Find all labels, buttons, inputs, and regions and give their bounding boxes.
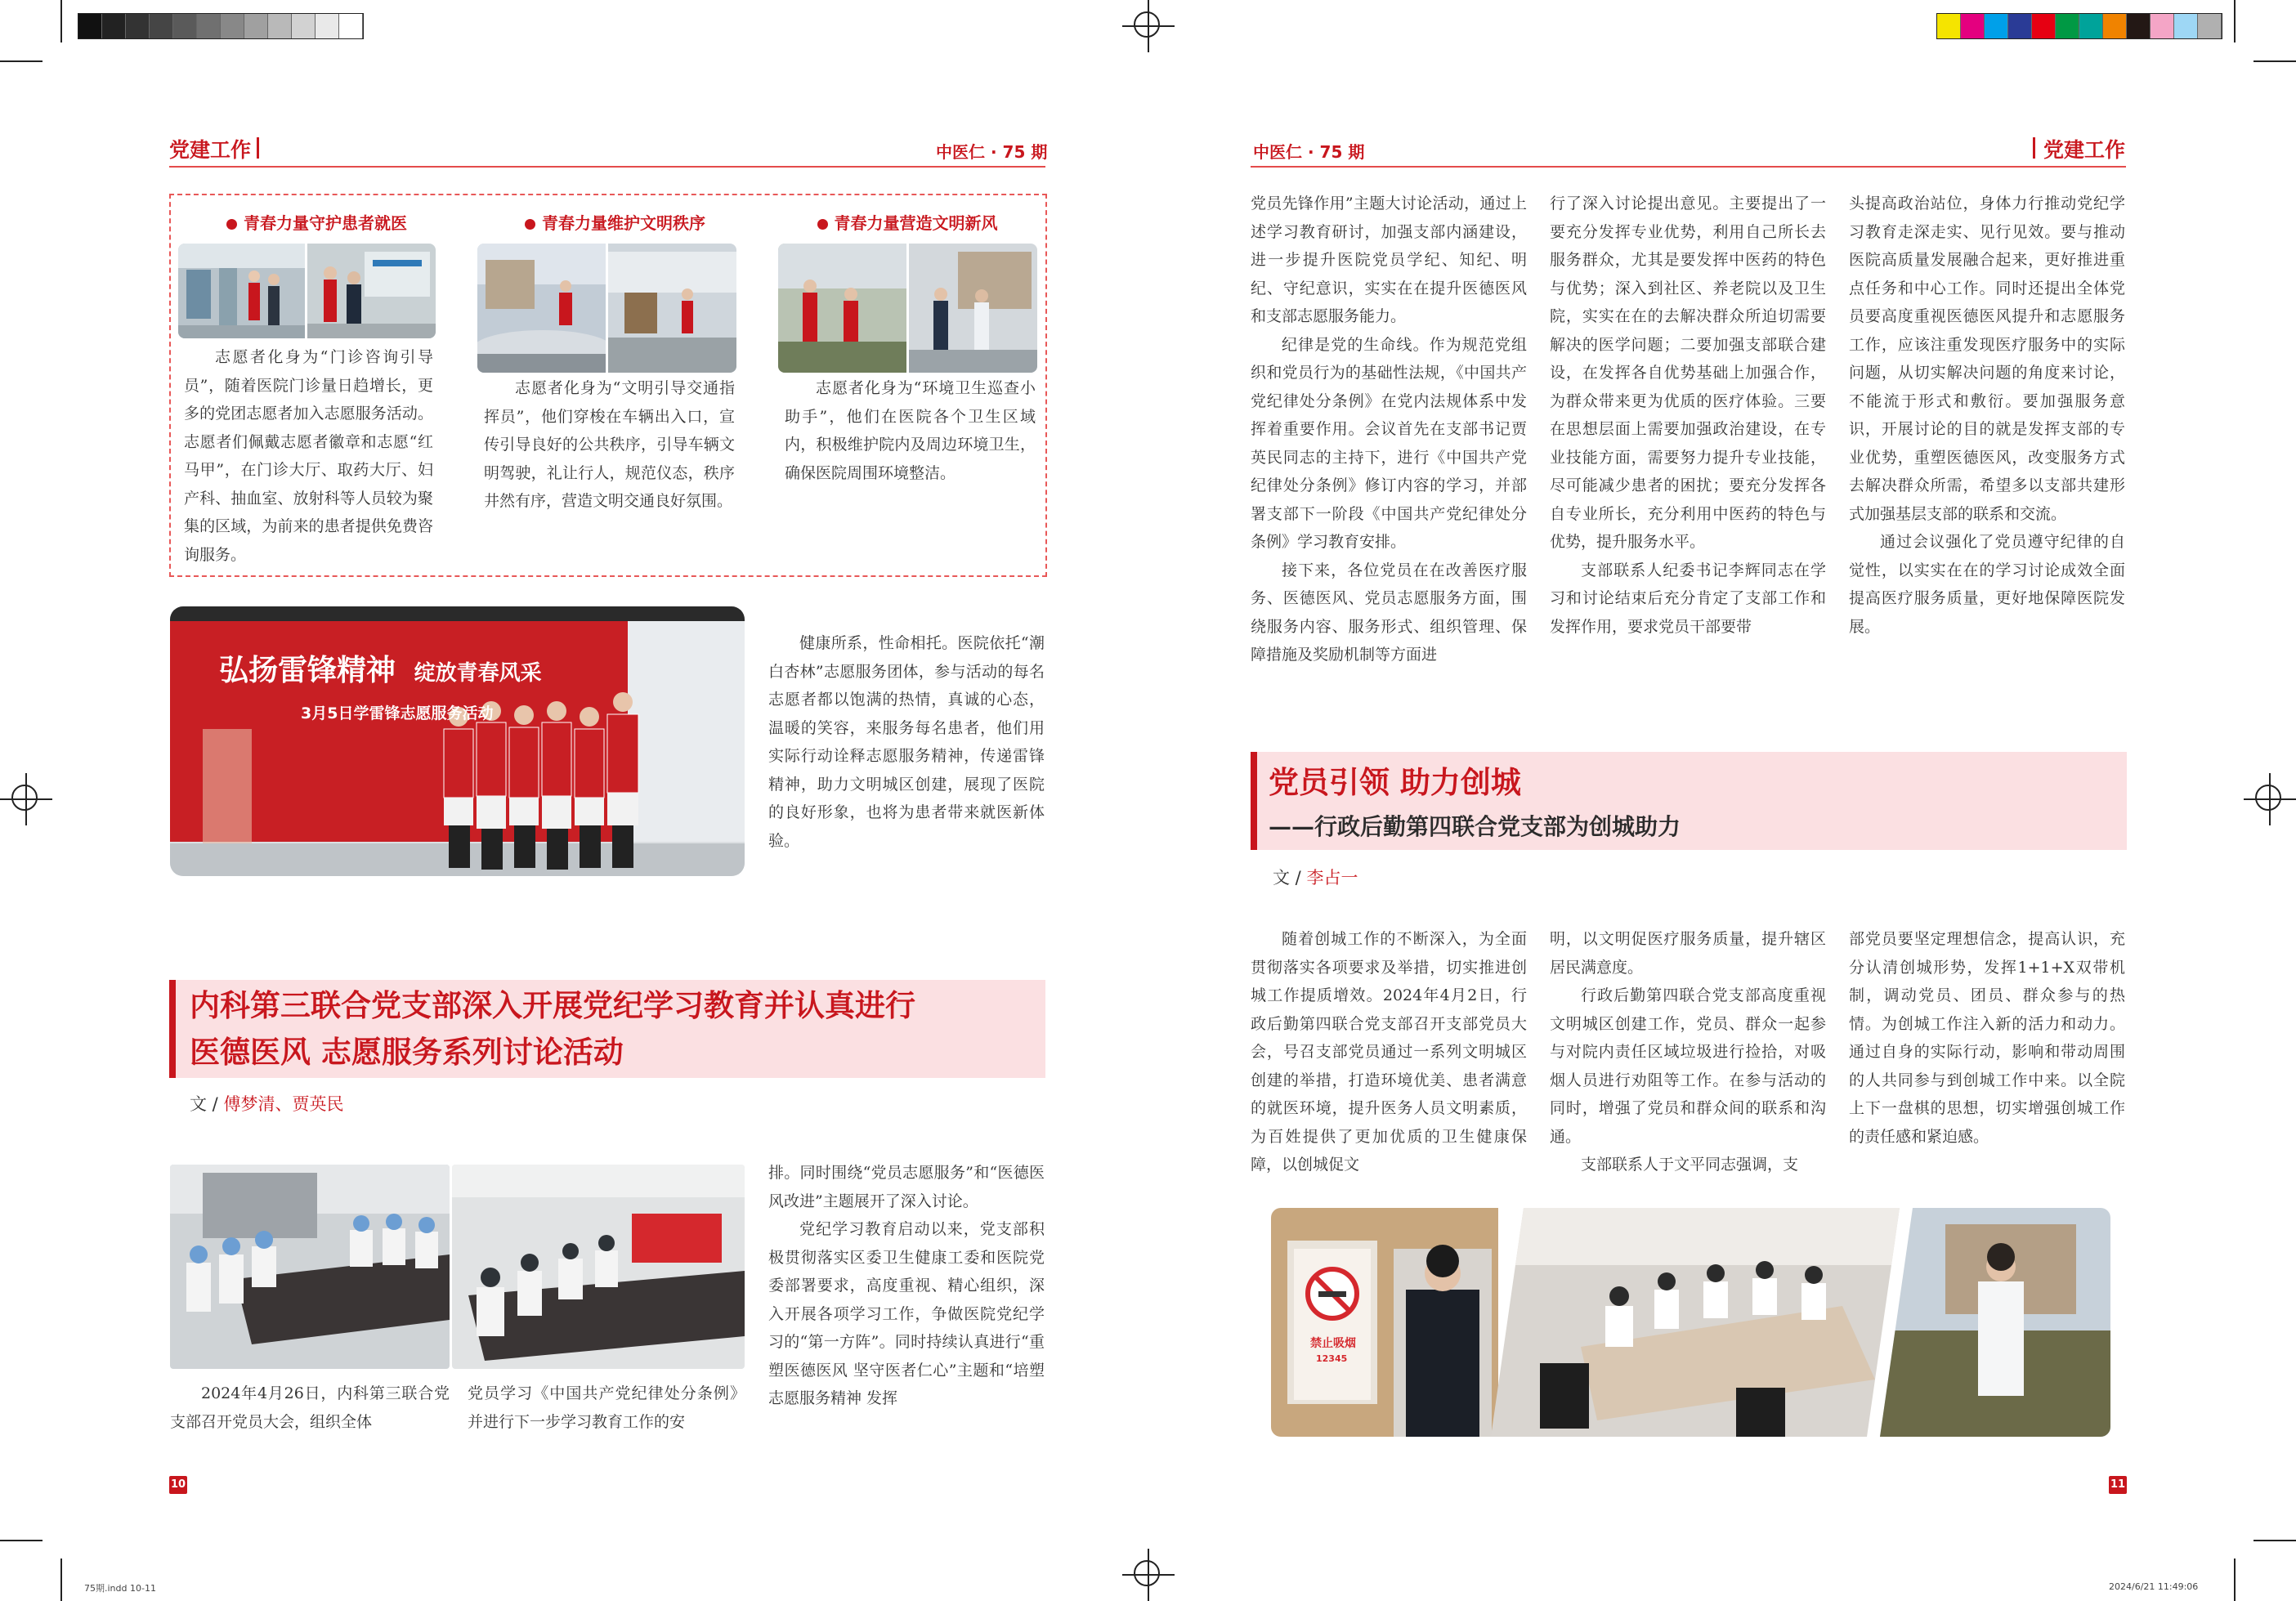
article1-col3 [768,1159,1045,1413]
parking-lot-photo [608,244,736,373]
page-number-left: 10 [169,1476,187,1494]
article1-right-col2-para2: 支部联系人纪委书记李辉同志在学习和讨论结束后充分肯定了支部工作和发挥作用，要求党员干部要带 [1550,561,1826,636]
article1-col3-para2: 党纪学习教育启动以来，党支部积极贯彻落实区委卫生健康工委和医院党委部署要求，高度重视、精心组织，深入开展各项学习工作，争做医院党纪学习的“第一方阵”。同时持续认真进行“重塑医德医风 坚守医者仁心”主题和“培塑志愿服务精神 发挥 [768,1220,1045,1407]
volunteer-item-title: 青春力量守护患者就医 [172,210,462,234]
article1-col3-para1: 排。同时围绕“党员志愿服务”和“医德医风改进”主题展开了深入讨论。 [768,1164,1045,1210]
article2-col1: 随着创城工作的不断深入，为全面贯彻落实各项要求及举措，切实推进创城工作提质增效。2024年4月2日，行政后勤第四联合党支部召开支部党员大会，号召支部党员通过一系列文明城区创建的举措，打造环境优美、患者满意的就医环境，提升医务人员文明素质，为百姓提供了更加优质的卫生健康保障，以创城促文 [1251,930,1527,1174]
byline-prefix: 文 / [190,1094,218,1114]
article1-right-col2-para1: 行了深入讨论提出意见。主要提出了一要充分发挥专业优势，利用自己所长去服务群众，尤其是要发挥中医药的特色与优势；深入到社区、养老院以及卫生院，实实在在的去解决群众所迫切需要解决的医学问题；二要加强支部联合建设，在发挥各自优势基础上加强合作，为群众带来更为优质的医疗体验。三要在思想层面上需要加强政治建设，在专业技能方面，需要努力提升专业技能，尽可能减少患者的困扰；要充分发挥各自专业所长，充分利用中医药的特色与优势，提升服务水平。 [1550,195,1826,551]
crop-mark [0,1540,43,1541]
byline-authors: 傅梦清、贾英民 [223,1094,344,1114]
color-swatch [2127,14,2151,38]
traffic-guidance-photo [477,244,606,373]
print-slug-left: 75期.indd 10-11 [84,1583,156,1594]
color-swatch [244,14,268,38]
color-swatch [173,14,197,38]
crop-mark [2234,1559,2236,1601]
color-swatch [2079,14,2103,38]
bullet-dot-icon [226,219,237,230]
article1-right-col3-para1: 头提高政治站位，身体力行推动党纪学习教育走深走实、见行见效。要与推动医院高质量发展融合起来，更好推进重点任务和中心工作。同时还提出全体党员要高度重视医德医风提升和志愿服务工作，应该注重发现医疗服务中的实际问题，从切实解决问题的角度来讨论，不能流于形式和敷衍。要加强服务意识，开展讨论的目的就是发挥支部的专业优势，重塑医德医风，改变服务方式去解决群众所需，希望多以支部共建形式加强基层支部的联系和交流。 [1849,195,2125,523]
color-swatch [197,14,221,38]
process-color-bar [1936,13,2222,39]
article2-title: 党员引领 助力创城 [1269,764,1521,800]
volunteer-item-title: 青春力量维护文明秩序 [470,210,760,234]
registration-desk-photo [307,244,436,338]
color-swatch [1961,14,1985,38]
no-smoking-label: 禁止吸烟 [1310,1337,1356,1350]
volunteer-item-text: 志愿者化身为“门诊咨询引导员”，随着医院门诊量日趋增长，更多的党团志愿者加入志愿服务活动。志愿者们佩戴志愿者徽章和志愿“红马甲”，在门诊大厅、取药大厅、妇产科、抽血室、放射科等人员较为聚集的区域，为前来的患者提供免费咨询服务。 [184,348,433,564]
byline-author: 李占一 [1306,868,1358,888]
volunteer-item-text: 志愿者化身为“环境卫生巡查小助手”，他们在医院各个卫生区域内，积极维护院内及周边环境卫生，确保医院周围环境整洁。 [785,379,1036,482]
color-swatch [150,14,173,38]
article1-right-col1-para1: 党员先锋作用”主题大讨论活动，通过上述学习教育研讨，加强支部内涵建设，进一步提升医院党员学纪、知纪、明纪、守纪意识，实实在在提升医德医风和支部志愿服务能力。 [1251,195,1527,325]
article1-byline [190,1091,343,1116]
color-swatch [268,14,292,38]
color-swatch [2032,14,2056,38]
bullet-dot-icon [817,219,828,230]
article1-title-line2: 医德医风 志愿服务系列讨论活动 [190,1034,624,1070]
section-label-right: 党建工作 [2043,138,2126,162]
crop-mark [60,0,62,42]
article2-col2-para1: 明，以文明促医疗服务质量，提升辖区居民满意度。 [1550,930,1826,977]
crop-mark [2253,1540,2296,1541]
crop-mark [2234,0,2236,42]
street-sweeping-photo [909,244,1037,373]
byline-prefix: 文 / [1273,868,1301,888]
litter-picking-photo [1880,1208,2110,1437]
section-label-left: 党建工作 [169,138,252,162]
color-swatch [2056,14,2079,38]
magazine-issue-right: 中医仁 · 75 期 [1253,142,1365,162]
page-number-right: 11 [2109,1476,2127,1494]
header-rule-left [169,166,1045,168]
lei-feng-paragraph: 健康所系，性命相托。医院依托“潮白杏林”志愿服务团体，参与活动的每名志愿者都以饱满的热情，真诚的心态，温暖的笑容，来服务每名患者，他们用实际行动诠释志愿服务精神，传递雷锋精神，助力文明城区创建，展现了医院的良好形象，也将为患者带来就医新体验。 [768,634,1045,850]
volunteer-item-title: 青春力量营造文明新风 [772,210,1042,234]
section-divider [2033,137,2035,159]
article2-col2-para2: 行政后勤第四联合党支部高度重视文明城区创建工作，党员、群众一起参与对院内责任区域垃圾进行捡拾，对吸烟人员进行劝阻等工作。在参与活动的同时，增强了党员和群众间的联系和沟通。 [1550,986,1826,1146]
no-smoking-sign-photo [1271,1208,1498,1437]
registration-mark-right [2244,773,2296,825]
banner-slogan-line2: 绽放青春风采 [414,661,542,686]
article2-col2-para3: 支部联系人于文平同志强调，支 [1581,1156,1799,1174]
registration-mark-top-center-left [1122,0,1175,52]
print-slug-right: 2024/6/21 11:49:06 [2109,1581,2199,1592]
lei-feng-volunteers-photo [170,606,745,876]
no-smoking-phone: 12345 [1316,1353,1348,1364]
magazine-issue-left: 中医仁 · 75 期 [936,142,1048,162]
crop-mark [0,60,43,62]
article2-byline [1273,865,1358,889]
color-swatch [2103,14,2127,38]
cleanup-photo [778,244,906,373]
color-swatch [2198,14,2222,38]
bullet-dot-icon [525,219,535,230]
color-swatch [2151,14,2174,38]
article2-col2 [1550,925,1826,1179]
article1-continued-col3 [1849,190,2125,641]
crop-mark [60,1559,62,1601]
color-swatch [126,14,150,38]
article1-col1: 2024年4月26日，内科第三联合党支部召开党员大会，组织全体 [170,1384,450,1431]
color-swatch [1937,14,1961,38]
banner-slogan-line1: 弘扬雷锋精神 [219,654,396,687]
grayscale-color-bar [78,13,364,39]
meeting-photo-right [452,1165,745,1369]
hospital-hall-photo [178,244,305,338]
color-swatch [78,14,102,38]
color-swatch [102,14,126,38]
color-swatch [2008,14,2032,38]
registration-mark-left [0,773,52,825]
header-rule-right [1251,166,2126,168]
color-swatch [1985,14,2008,38]
banner-slogan [219,647,542,689]
color-swatch [2174,14,2198,38]
color-swatch [292,14,316,38]
article2-subtitle: ——行政后勤第四联合党支部为创城助力 [1269,813,1681,840]
color-swatch [221,14,244,38]
registration-mark-bottom-center [1122,1549,1175,1601]
article1-continued-col2 [1550,190,1826,641]
banner-subtitle: 3月5日学雷锋志愿服务活动 [301,704,494,722]
meeting-photo-left [170,1165,450,1369]
section-divider [257,137,259,159]
article1-right-col3-para2: 通过会议强化了党员遵守纪律的自觉性，以实实在在的学习讨论成效全面提高医疗服务质量，更好地保障医院发展。 [1849,533,2125,636]
article1-col2: 党员学习《中国共产党纪律处分条例》并进行下一步学习教育工作的安 [468,1384,745,1431]
article1-continued-col1 [1251,190,1527,669]
article1-right-col1-para3: 接下来，各位党员在在改善医疗服务、医德医风、党员志愿服务方面，围绕服务内容、服务形式、组织管理、保障措施及奖励机制等方面进 [1251,561,1527,664]
article1-right-col1-para2: 纪律是党的生命线。作为规范党组织和党员行为的基础性法规，《中国共产党纪律处分条例》在党内法规体系中发挥着重要作用。会议首先在支部书记贾英民同志的主持下，进行《中国共产党纪律处分条例》修订内容的学习，并部署支部下一阶段《中国共产党纪律处分条例》学习教育安排。 [1251,335,1527,551]
color-swatch [316,14,339,38]
party-meeting-photo [1491,1208,1900,1437]
color-swatch [339,14,363,38]
volunteer-item-text: 志愿者化身为“文明引导交通指挥员”，他们穿梭在车辆出入口，宣传引导良好的公共秩序，引导车辆文明驾驶，礼让行人，规范仪态，秩序井然有序，营造文明交通良好氛围。 [484,379,735,510]
crop-mark [2253,60,2296,62]
article1-title-line1: 内科第三联合党支部深入开展党纪学习教育并认真进行 [190,987,915,1023]
article2-col3: 部党员要坚定理想信念，提高认识，充分认清创城形势，发挥1+1+X双带机制，调动党员、团员、群众参与的热情。为创城工作注入新的活力和动力。通过自身的实际行动，影响和带动周围的人共同参与到创城工作中来。以全院上下一盘棋的思想，切实增强创城工作的责任感和紧迫感。 [1849,930,2125,1146]
